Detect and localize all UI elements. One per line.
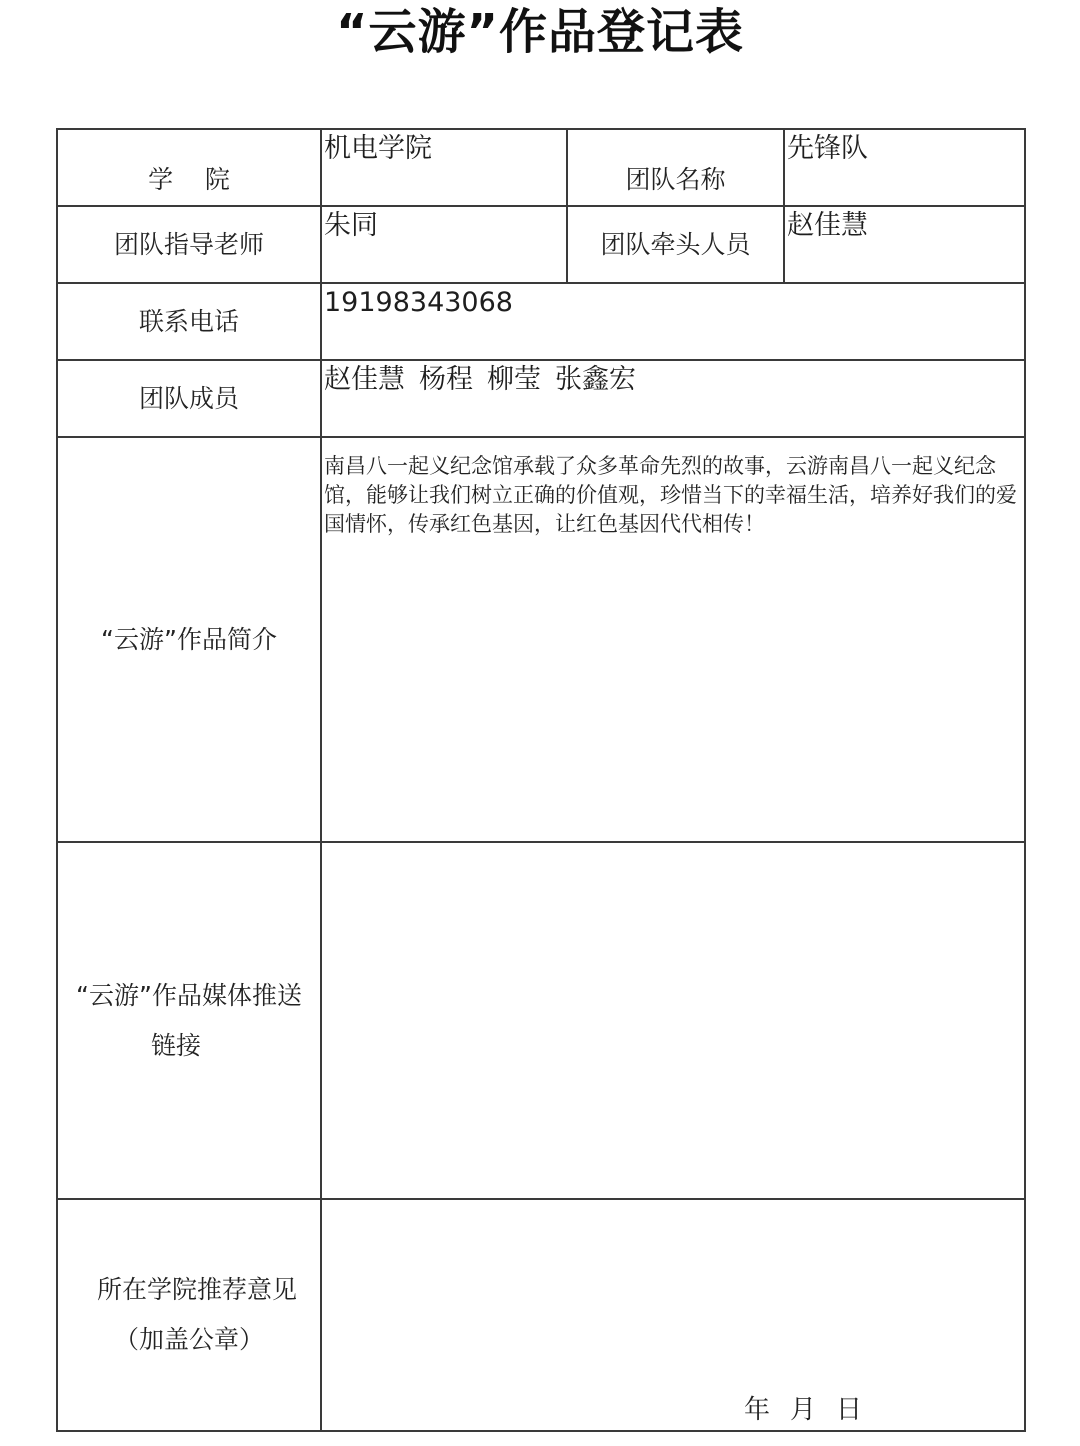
- form-title: “云游”作品登记表: [335, 4, 745, 60]
- college-label: 学 院: [57, 129, 321, 206]
- row-recommend: [57, 1199, 1025, 1431]
- team-name-label: 团队名称: [567, 129, 784, 206]
- recommend-label: [57, 1199, 321, 1431]
- college-value[interactable]: 机电学院: [321, 129, 567, 206]
- members-label: 团队成员: [57, 360, 321, 437]
- media-label: [57, 842, 321, 1199]
- row-advisor: [57, 206, 1025, 283]
- advisor-label: 团队指导老师: [57, 206, 321, 283]
- recommend-value[interactable]: [321, 1199, 1025, 1431]
- date-year: 年: [743, 1394, 772, 1425]
- row-intro: [57, 437, 1025, 842]
- recommend-label-line1: 所在学院推荐意见: [96, 1275, 297, 1304]
- registration-form: [56, 128, 1026, 1432]
- advisor-value[interactable]: 朱同: [321, 206, 567, 283]
- row-college: [57, 129, 1025, 206]
- row-media: [57, 842, 1025, 1199]
- media-link-value[interactable]: [321, 842, 1025, 1199]
- member-name: 杨程: [419, 364, 473, 395]
- member-name: 柳莹: [487, 364, 541, 395]
- phone-label: 联系电话: [57, 283, 321, 360]
- phone-value[interactable]: 19198343068: [321, 283, 1025, 360]
- intro-label: “云游”作品简介: [57, 437, 321, 842]
- recommend-label-line2: （加盖公章）: [113, 1325, 264, 1354]
- member-name: 赵佳慧: [324, 364, 405, 395]
- date-month: 月: [789, 1394, 818, 1425]
- team-name-value[interactable]: 先锋队: [784, 129, 1025, 206]
- leader-value[interactable]: 赵佳慧: [784, 206, 1025, 283]
- intro-value[interactable]: 南昌八一起义纪念馆承载了众多革命先烈的故事，云游南昌八一起义纪念馆，能够让我们树立正确的价值观，珍惜当下的幸福生活，培养好我们的爱国情怀，传承红色基因，让红色基因代代相传！: [321, 437, 1025, 842]
- member-name: 张鑫宏: [555, 364, 636, 395]
- leader-label: 团队牵头人员: [567, 206, 784, 283]
- date-line: [726, 1394, 864, 1427]
- date-day: 日: [835, 1394, 864, 1425]
- members-value[interactable]: [321, 360, 1025, 437]
- media-label-line1: “云游”作品媒体推送: [76, 980, 302, 1010]
- row-members: [57, 360, 1025, 437]
- row-phone: [57, 283, 1025, 360]
- media-label-line2: 链接: [150, 1030, 201, 1060]
